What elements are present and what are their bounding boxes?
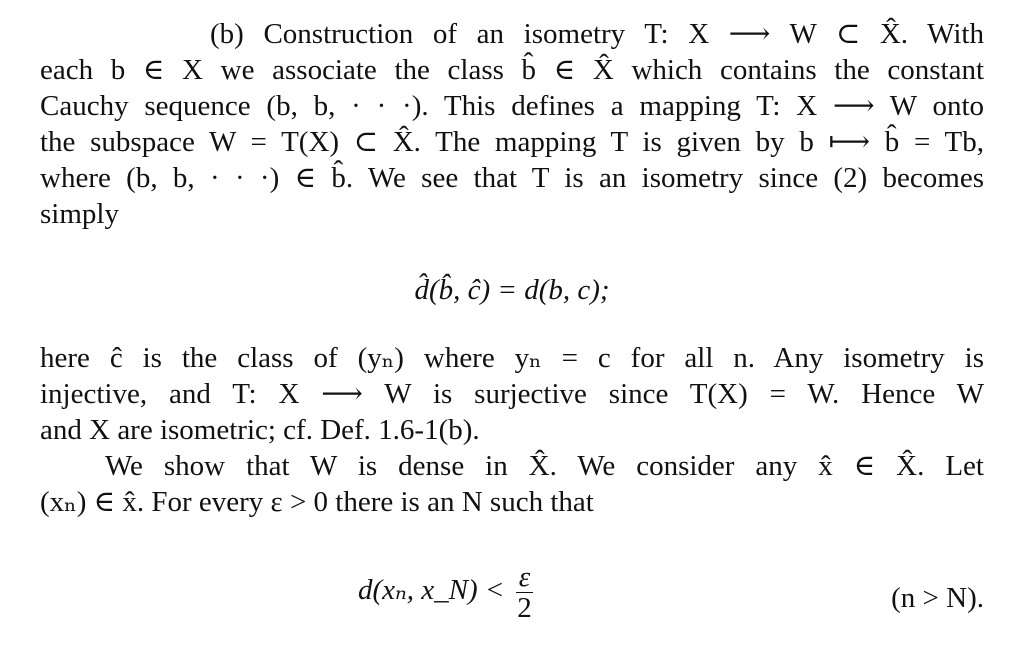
equation-cauchy-lhs: d(xₙ, x_N) < <box>358 574 505 607</box>
fraction-denominator: 2 <box>517 592 532 624</box>
text-line-3: Cauchy sequence (b, b, · · ·). This defines a mapping T: X ⟶ W onto <box>40 90 984 122</box>
fraction-numerator: ε <box>516 562 533 593</box>
text-line-10: We show that W is dense in X̂. We consider any x̂ ∈ X̂. Let <box>105 450 984 482</box>
text-line-7: here ĉ is the class of (yₙ) where yₙ = c for all n. Any isometry is <box>40 342 984 374</box>
fraction <box>516 562 533 623</box>
text-line-1: (b) Construction of an isometry T: X ⟶ W ⊂ X̂. With <box>210 18 984 50</box>
text-line-4: the subspace W = T(X) ⊂ X̂. The mapping T is given by b ⟼ b̂ = Tb, <box>40 126 984 158</box>
text-line-9: and X are isometric; cf. Def. 1.6-1(b). <box>40 414 480 446</box>
equation-cauchy <box>358 562 533 623</box>
text-line-2: each b ∈ X we associate the class b̂ ∈ X̂ which contains the constant <box>40 54 984 86</box>
text-line-5: where (b, b, · · ·) ∈ b̂. We see that T is an isometry since (2) becomes <box>40 162 984 194</box>
equation-isometry: d̂(b̂, ĉ) = d(b, c); <box>414 274 610 306</box>
equation-condition: (n > N). <box>891 582 984 614</box>
text-line-11: (xₙ) ∈ x̂. For every ε > 0 there is an N such that <box>40 486 594 518</box>
text-line-6: simply <box>40 198 119 230</box>
text-line-8: injective, and T: X ⟶ W is surjective since T(X) = W. Hence W <box>40 378 984 410</box>
